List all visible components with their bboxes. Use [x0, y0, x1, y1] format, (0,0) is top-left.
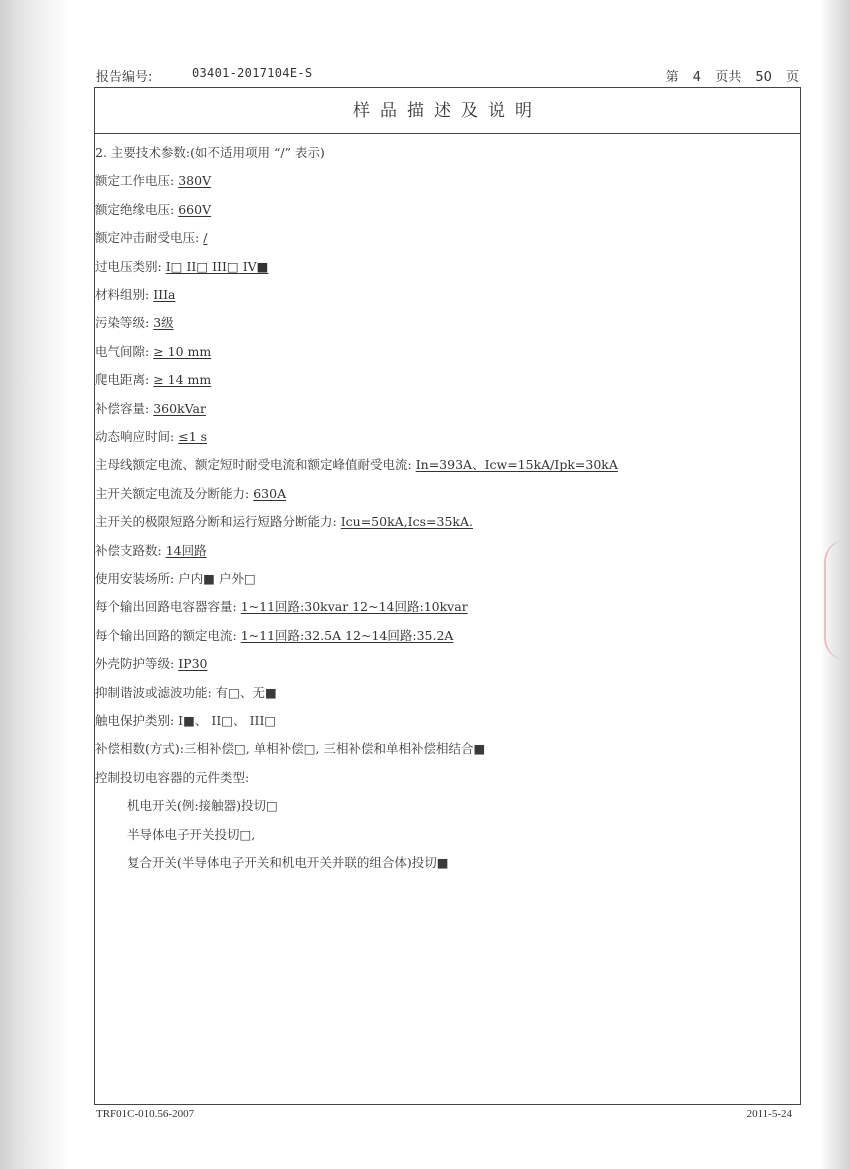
parameter-line — [95, 426, 207, 448]
parameter-line — [95, 227, 207, 249]
parameter-value: 1~11回路:30kvar 12~14回路:10kvar — [240, 599, 468, 615]
form-date: 2011-5-24 — [746, 1108, 792, 1120]
parameter-value: ≤1 s — [178, 429, 208, 444]
report-number: 03401-2017104E-S — [192, 66, 313, 80]
parameter-line — [95, 682, 277, 704]
parameter-label: 每个输出回路的额定电流: — [95, 627, 237, 643]
parameter-label: 主开关额定电流及分断能力: — [95, 485, 250, 501]
parameter-label: 补偿支路数: — [95, 542, 162, 558]
parameter-value: / — [203, 230, 208, 246]
form-code: TRF01C-010.56-2007 — [96, 1108, 195, 1120]
parameter-label: 过电压类别: — [95, 258, 162, 274]
parameter-line — [127, 795, 278, 817]
parameter-line — [127, 852, 449, 874]
parameter-label: 爬电距离: — [95, 372, 150, 388]
parameter-label: 动态响应时间: — [95, 429, 175, 444]
parameter-label: 额定绝缘电压: — [95, 201, 175, 217]
parameter-value: 1~11回路:32.5A 12~14回路:35.2A — [240, 627, 454, 643]
parameter-line — [95, 369, 211, 391]
parameter-line — [95, 596, 468, 618]
parameter-line — [95, 738, 485, 760]
parameter-line — [95, 170, 211, 192]
document-frame — [94, 87, 801, 1105]
parameter-line — [95, 540, 207, 562]
parameter-label: 主母线额定电流、额定短时耐受电流和额定峰值耐受电流: — [95, 457, 412, 473]
parameter-line — [95, 625, 453, 647]
parameter-line — [95, 142, 325, 164]
parameter-label: 半导体电子开关投切□, — [127, 826, 256, 842]
parameter-label: 额定工作电压: — [95, 173, 175, 189]
parameter-line — [95, 256, 268, 278]
parameter-label: 主开关的极限短路分断和运行短路分断能力: — [95, 514, 337, 530]
parameter-line — [95, 454, 618, 476]
parameter-line — [95, 653, 207, 675]
parameter-label: 机电开关(例:接触器)投切□ — [127, 798, 278, 814]
parameter-line — [95, 511, 473, 533]
parameter-value: 14回路 — [165, 542, 207, 558]
parameter-line — [95, 767, 249, 789]
parameter-label: 污染等级: — [95, 315, 150, 331]
parameter-value: IP30 — [178, 656, 208, 672]
parameter-value: In=393A、Icw=15kA/Ipk=30kA — [415, 457, 618, 473]
parameter-line — [95, 710, 276, 732]
parameter-label: 使用安装场所: 户内■ 户外□ — [95, 571, 256, 586]
parameter-line — [95, 483, 286, 505]
parameter-line — [95, 341, 211, 363]
parameter-line — [95, 312, 174, 334]
parameter-label: 外壳防护等级: — [95, 656, 175, 672]
page-number-info: 第 4 页共 50 页 — [665, 70, 799, 85]
parameter-label: 控制投切电容器的元件类型: — [95, 769, 250, 785]
parameter-label: 材料组别: — [95, 287, 150, 302]
parameter-value: 3级 — [153, 315, 174, 331]
parameter-line — [127, 824, 255, 846]
parameter-value: ≥ 14 mm — [153, 372, 212, 388]
parameter-value: 630A — [253, 485, 287, 501]
parameter-value: ≥ 10 mm — [153, 343, 212, 359]
parameter-label: 电气间隙: — [95, 343, 150, 359]
parameter-line — [95, 199, 211, 221]
parameter-label: 补偿相数(方式):三相补偿□, 单相补偿□, 三相补偿和单相补偿相结合■ — [95, 741, 486, 757]
parameter-line — [95, 568, 256, 590]
parameter-label: 补偿容量: — [95, 400, 150, 416]
parameter-label: 额定冲击耐受电压: — [95, 230, 200, 246]
parameter-label: 2. 主要技术参数:(如不适用项用 “/” 表示) — [95, 145, 325, 160]
scan-shadow-left — [0, 0, 70, 1169]
parameter-label: 触电保护类别: I■、 II□、 III□ — [95, 713, 277, 728]
parameter-value: 380V — [178, 173, 212, 189]
parameter-value: 660V — [178, 201, 212, 217]
parameter-value: Icu=50kA,Ics=35kA. — [340, 514, 473, 530]
section-title: 样品描述及说明 — [95, 88, 800, 134]
parameter-line — [95, 398, 206, 420]
parameter-value: 360kVar — [153, 400, 206, 416]
parameter-value: I□ II□ III□ IV■ — [165, 258, 269, 274]
red-seal-stamp — [824, 540, 846, 660]
report-number-label: 报告编号: — [96, 70, 153, 85]
report-header — [96, 66, 799, 86]
parameter-label: 复合开关(半导体电子开关和机电开关并联的组合体)投切■ — [127, 855, 449, 870]
parameter-label: 每个输出回路电容器容量: — [95, 599, 237, 615]
parameter-line — [95, 284, 175, 306]
parameter-label: 抑制谐波或滤波功能: 有□、无■ — [95, 684, 277, 700]
parameter-value: IIIa — [153, 287, 176, 302]
